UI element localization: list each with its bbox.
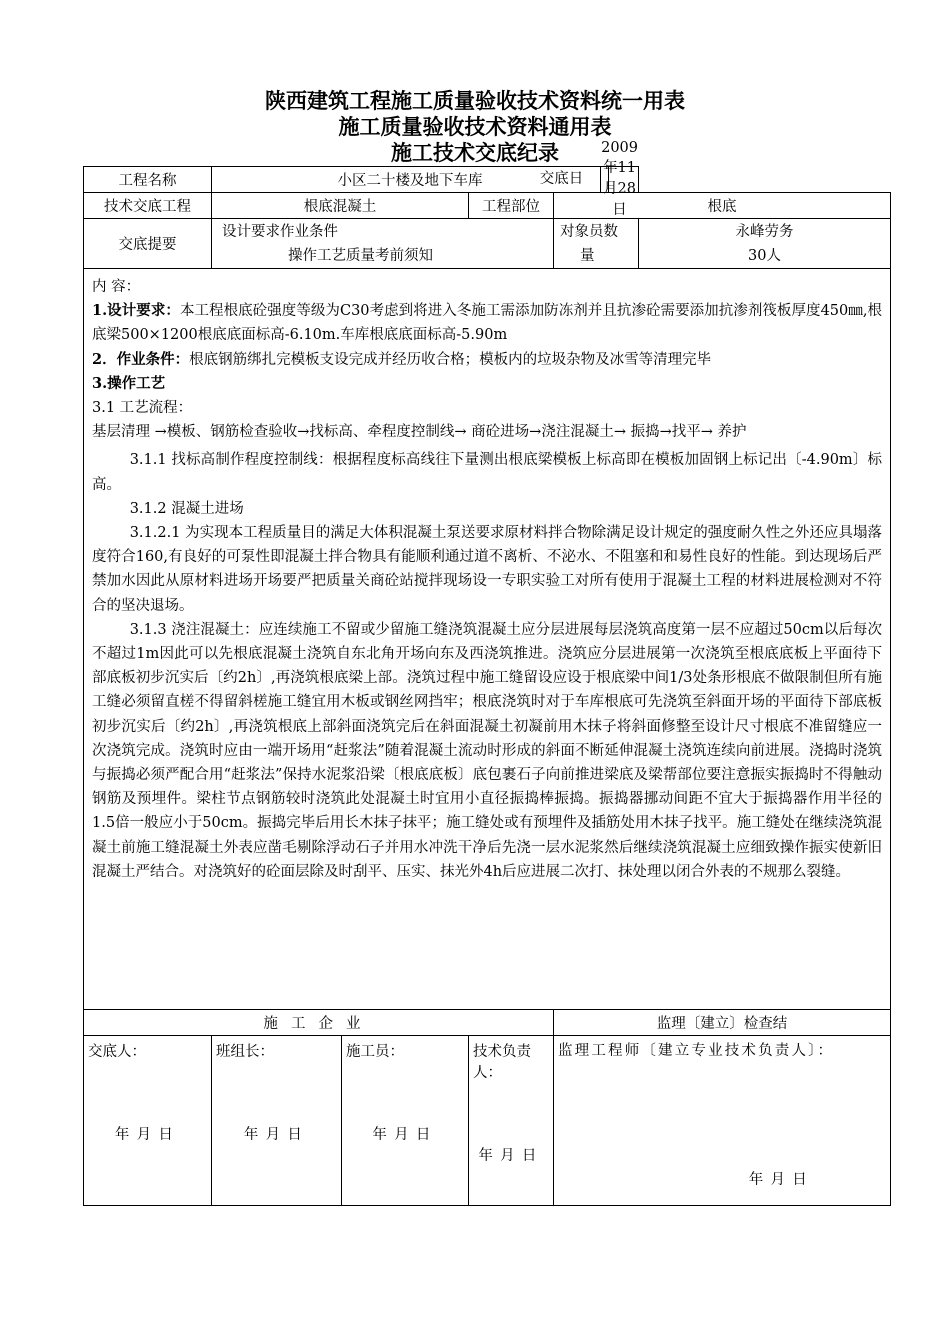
item-value: 根底混凝土 xyxy=(212,193,469,219)
section-3-1-2-1: 3.1.2.1 为实现本工程质量目的满足大体积混凝土泵送要求原材料拌合物除满足设计规定的强度耐久性之外还应具塌落度符合160,有良好的可泵性即混凝土拌合物具有能顺利通过道不离析、不泌水、不阻塞和和易性良好的性能。到达现场后严禁加水因此从原材料进场开场要严把质量关商砼站搅拌现场设一专职实验工对所有使用于混凝土工程的材料进展检测对不符合的坚决退场。 xyxy=(92,525,882,614)
summary-value xyxy=(212,219,554,269)
audience-org: 永峰劳务 xyxy=(735,223,794,240)
worker-label: 施工员： xyxy=(346,1044,404,1060)
part-label: 工程部位 xyxy=(469,193,554,219)
team-leader-date: 年月日 xyxy=(243,1127,310,1143)
section-2-text: 根底钢筋绑扎完模板支设完成并经历收合格；模板内的垃圾杂物及冰雪等清理完毕 xyxy=(189,351,712,368)
section-1 xyxy=(92,299,882,347)
tech-lead-date: 年月日 xyxy=(478,1148,544,1164)
section-1-heading: 1.设计要求： xyxy=(92,302,180,320)
company-header: 施工企业 xyxy=(84,1010,554,1036)
date-value-cell xyxy=(539,140,639,218)
supervisor-label: 监理工程师〔建立专业技术负责人〕： xyxy=(558,1043,835,1059)
section-2 xyxy=(92,348,882,372)
team-leader-label: 班组长： xyxy=(216,1044,274,1060)
handover-signature xyxy=(84,1036,212,1206)
item-label: 技术交底工程 xyxy=(84,193,212,219)
summary-line-1: 设计要求作业条件 xyxy=(222,223,338,240)
supervisor-signature xyxy=(554,1036,891,1206)
part-value: 根底 xyxy=(554,193,891,219)
section-3-1-2: 3.1.2 混凝土进场 xyxy=(129,500,244,517)
title-line-2: 施工质量验收技术资料通用表 xyxy=(338,114,612,139)
audience-value xyxy=(639,219,891,269)
content-label: 内 容： xyxy=(92,279,141,295)
date-value: 2009年11月28日 xyxy=(601,140,638,218)
audience-label-line-1: 对象员数 xyxy=(560,223,618,240)
summary-line-2: 操作工艺质量考前须知 xyxy=(288,247,433,264)
project-name-value: 小区二十楼及地下车库 xyxy=(212,167,609,193)
supervisor-date: 年月日 xyxy=(748,1172,814,1188)
title-line-1: 陕西建筑工程施工质量验收技术资料统一用表 xyxy=(265,88,685,113)
date-label: 交底日 xyxy=(523,167,601,192)
summary-label: 交底提要 xyxy=(84,219,212,269)
section-3-1-3: 3.1.3 浇注混凝土：应连续施工不留或少留施工缝浇筑混凝土应分层进展每层浇筑高度第一层不应超过50cm以后每次不超过1m因此可以先根底混凝土浇筑自东北角开场向东及西浇筑推进。浇筑应分层进展第一次浇筑至根底底板上平面待下部底板初步沉实后〔约2h〕,再浇筑根底梁上部。浇筑过程中施工缝留设应设于根底梁中间1/3处条形根底不做限制但所有施工缝必须留直槎不得留斜槎施工缝宜用木板或钢丝网挡牢；根底浇筑时对于车库根底可先浇筑至斜面开场的平面待下部底板初步沉实后〔约2h〕,再浇筑根底上部斜面浇筑完后在斜面混凝土初凝前用木抹子将斜面修整至设计尺寸根底不准留缝应一次浇筑完成。浇筑时应由一端开场用“赶浆法”随着混凝土流动时形成的斜面不断延伸混凝土浇筑连续向前进展。浇捣时浇筑与振捣必须严配合用“赶浆法”保持水泥浆沿梁〔根底底板〕底包裹石子向前推进梁底及梁帮部位要注意振实振捣时不得触动钢筋及预埋件。梁柱节点钢筋较时浇筑此处混凝土时宜用小直径振捣棒振捣。振捣器挪动间距不宜大于振捣器作用半径的1.5倍一般应小于50cm。振捣完毕后用长木抹子抹平；施工缝处或有预埋件及插筋处用木抹子找平。施工缝处在继续浇筑混凝土前施工缝混凝土外表应凿毛剔除浮动石子并用水冲洗干净后先浇一层水泥浆然后继续浇筑混凝土应细致操作振实使新旧混凝土严结合。对浇筑好的砼面层除及时刮平、压实、抹光外4h后应进展二次打、抹处理以闭合外表的不规那么裂缝。 xyxy=(92,621,882,880)
audience-label-line-2: 量 xyxy=(580,247,595,264)
tech-lead-signature xyxy=(469,1036,554,1206)
worker-signature xyxy=(342,1036,469,1206)
audience-count: 30人 xyxy=(748,247,781,264)
title-line-3: 施工技术交底纪录 xyxy=(391,140,559,165)
worker-date: 年月日 xyxy=(372,1127,438,1143)
section-3-heading: 3.操作工艺 xyxy=(92,374,166,392)
section-2-heading: 2．作业条件： xyxy=(92,350,190,368)
process-flow: 基层清理 →模板、钢筋检查验收→找标高、牵程度控制线→ 商砼进场→浇注混凝土→ 振捣→找平→ 养护 xyxy=(92,424,747,441)
audience-label xyxy=(554,219,639,269)
section-3-1-1: 3.1.1 找标高制作程度控制线：根据程度标高线往下量测出根底梁模板上标高即在模板加固钢上标记出〔-4.90m〕标高。 xyxy=(92,452,882,493)
supervision-header: 监理〔建立〕检查结 xyxy=(554,1010,891,1036)
handover-date: 年月日 xyxy=(114,1127,181,1143)
project-name-label: 工程名称 xyxy=(84,167,212,193)
tech-lead-label: 技术负责人： xyxy=(473,1044,531,1081)
team-leader-signature xyxy=(212,1036,342,1206)
handover-label: 交底人： xyxy=(88,1044,146,1060)
title-block xyxy=(0,88,950,166)
section-3-1: 3.1 工艺流程： xyxy=(92,400,193,417)
section-1-text: 本工程根底砼强度等级为C30考虑到将进入冬施工需添加防冻剂并且抗渗砼需要添加抗渗剂筏板厚度450㎜,根底梁500×1200根底底面标高-6.10m.车库根底底面标高-5.90m xyxy=(92,303,883,344)
content-cell xyxy=(84,269,891,1010)
